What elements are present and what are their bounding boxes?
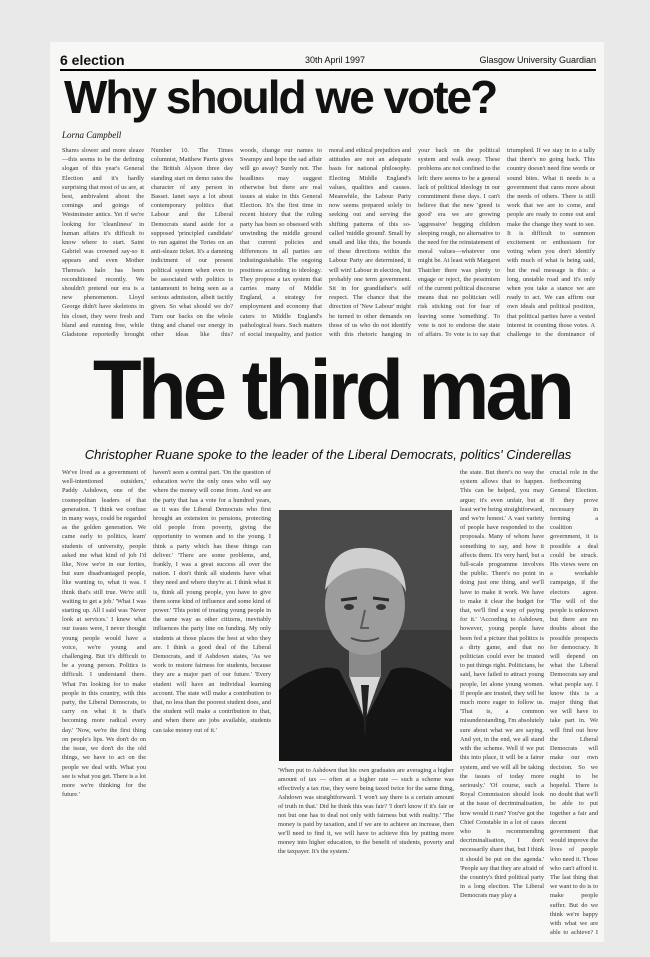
headline-why-vote: Why should we vote? [64, 71, 497, 123]
article1-column-5: your back on the political system and walk away. These problems are not confined to the left: there seems to be a general lack of political ideology in our commitment these days. I can't believe that the new 'greed is good' era we are growing 'aggressive' begging children sleeping rough, no alternative to the need for the reinstatement of moral values—whatever one might be. At least with Margaret Thatcher there was plenty to engage or reject, the pessimism of the current political discourse means that no politician will risk sticking out for fear of leaving some 'something'. To vote is not to endorse the state of affairs. To vote is to say that [418, 147, 500, 338]
article2-column-1: We've lived as a government of well-intentioned outsiders,' Paddy Ashdown, one of the cosmopolitan leaders of that generation. 'I think we confuse in many ways, could be regarded as the golden generation. We came early to politics, learn' students of university, people asked me what kind of job I'd like, Now we're in our forties, but sure disadvantaged people, like wanting to, what it was. I think that's still true. We're still waiting to get a job.' 'What I was starting up. All I said was 'Never look at services.' I knew what our issues were, I never thought young people would have a voice, we're young and challenging. But it's difficult to be a young person. Politics is difficult. I understand there. What I'm looking for to make people in this country, with this party, the Liberal Democrats, to carry on what it is that's becoming more radical every day.' 'Now, we're the first thing on people's lips. We don't do on the issue, we don't do the old things, we have to act on the people we deal with. What you see is what you get. There is a lot more we're thinking for the future.' [62, 469, 146, 799]
article1-column-6: triumphed. If we stay in to a tally that there's no going back. This country doesn't need fine words or sound bites. What it needs is a government that cares more about the needs of others. There is still work that we are to come, and people are ready to come out and make the change they want to see. It is difficult to summon excitement or enthusiasm for voting when you don't identify with much of what is being said, but the real message is this: a long, unstable road and it's only when you take a stance we are ready to act. We can affirm our own ideals and political position, that political parties have a vested interest in counting those votes. A challenge to the dominance of [507, 147, 595, 338]
byline: Lorna Campbell [62, 130, 122, 140]
article2-column-2: haven't seen a central part. 'On the question of education we're the only ones who will say where the money will come from. And we are the party that has a vote for a hundred years, as it was the Liberal Democrats who first brought an extension to pensions, protecting old people from poverty, giving the opportunity to women and to the young. I think a party which has these things can deliver.' 'There are some problems, and, frankly, I was a great success all over the nation. I don't think all students have what they need and where they're at. I think what it is, think all young people, you have to give them some kind of influence and some kind of power.' 'This point of treating young people in the same way as other citizens, inevitably influences the party line on funding. My only students at those places the best at who they are. I think a good deal of the Liberal Democrats, and if Ashdown states, 'As we work to restore fairness for students, because they are a major part of our future.' 'Every student will have an individual learning account. The state will make a contribution to that, no less than the poorest student does, and the student will make a contribution to that, and when there are jobs available, students can take money out of it.' [153, 469, 271, 734]
section-label: 6 election [60, 52, 125, 68]
photo-caption: 'When put to Ashdown that his own graduates are averaging a higher amount of tax — often at a higher rate — such a scheme was effectively a tax rise, they were being taxed twice for the same thing, Ashdown was straightforward. 'I won't say there is a certain amount of truth in that.' Did he think this was fair? 'I don't know if it's fair or not but one has to deal not only with fairness but with reality.' 'The money is paid by taxation, and if we are to achieve an increase, then we'll need to find it, we will have to achieve this by putting more money into higher education, to the benefit of students, poverty and the taxpayer. It's the system.' [278, 767, 454, 855]
article1-column-2: Number 10. The Times columnist, Matthew Parris gives the British Alyson three day standing start on demo rates the character of any person in Basset. Ianet says a lot about contemporary politics that Labour and the Liberal Democrats stand aside for a supposed 'principled candidate' to run against the Tories on an anti-sleaze ticket. It's a damning indictment of our present political system when even to be associated with politics is tantamount to being seen as a serious admission, albeit tacitly given. So what should we do? Turn our backs on the whole thing and chanel our energy in other ideas like this? [151, 147, 233, 338]
paper-name: Glasgow University Guardian [479, 55, 596, 65]
headline-third-man: The third man [92, 343, 572, 437]
article1-column-1: Shares slower and more sleaze—this seems to be the defining slogan of this year's General Election and it's hardly surprising that most of us are, at best, ambivalent about the comings and goings of Westminster antics. Yet if we're looking for 'cleanliness' in human affairs it's difficult to know where to start. Saint Gabriel was crowned say-so it appears and even Mother Theresa's halo has been reconditioned recently. We shouldn't pretend our era is a new phenomenon. Lloyd George didn't have skeletons in his closet, they were fresh and bland and running free, while Gladstone reportedly brought [62, 147, 144, 338]
article2-column-4: the state. But there's no way the system allows that to happen. This can be helped, you may argue; it's even unfair, but at least we're being straightforward, and we're honest.' A vast variety of people have responded to the proposals. Many of whom have something to say, and how it affects them. It's very hard, but a full-scale programme involves the public. There's no point in doing just one thing, and we'll have to make it work. We have to make it clear the budget for that, we'll find a way of paying for it.' 'According to Ashdown, however, young people have been fed a picture that politics is a dirty game, and that no politician could ever be trusted to put things right. Politicians, he said, have failed to attract young people, let alone young women. If people are trusted, they will be much more eager to follow us. 'That is, a common misunderstanding, I'm absolutely sure about what we are saying. And yet, in the end, we all stand with the scheme. Well if we put this into place, it will be a fairer system, and we will all be taking the issues of today more seriously.' 'Of course, such a Royal Commission should look at the issue of decriminalisation, how would it run? You've got the Chief Constable in a lot of cases who is recommending decriminalisation, I don't necessarily share that, but I think it should be put on the agenda.' 'People say that they are afraid of the country's third political party in a long election. The Liberal Democrats may play a [460, 469, 544, 900]
article1-column-3: woods, change our names to Swampy and hope the sad affair will go away? Surely not. The headlines may suggest otherwise but there are real issues at stake in this General Election. It's the first time in recent history that the ruling party has been so obsessed with unwinding the middle ground that current policies and differences in all parties are indistinguishable. The ongoing positions according to ideology. They propose a tax system that carries many of Middle England, a strategy for employment and economy that caters to Middle England's pathological fears. Such matters of social inequality, and justice [240, 147, 322, 338]
standfirst: Christopher Ruane spoke to the leader of the Liberal Democrats, politics' Cinderellas [84, 447, 572, 462]
issue-date: 30th April 1997 [305, 55, 366, 65]
article1-column-4: moral and ethical prejudices and attitudes are not an adequate basis for national philosophy. Electing Middle England's values, qualities and causes. Meanwhile, the Labour Party now seems prepared solely to seeking out and serving the shifting patterns of this so-called 'middle ground'. Small by small and like this, the bounds of these directions within the Labour Party are determined, it will win! Labour in election, but probably one term government. Sit in for grandfather's self respect. The chance that the direction of 'New Labour' might be turned to other demands on those of us who do not identify with this rhetoric hanging in [329, 147, 411, 338]
newspaper-page [50, 42, 604, 942]
page-header [60, 52, 596, 71]
portrait-photo [279, 510, 452, 761]
portrait-image [279, 510, 452, 761]
article2-column-5: crucial role in the forthcoming General Election. If they prove necessary in forming a coalition government, it is possible a deal could be struck. His views were on a workable campaign, if the electors agree. 'The will of the people is unknown but there are no doubts about the possible prospects for democracy. It will depend on what the Liberal Democrats say and what people say. I know this is a major thing that we will have to take part in. We will find out how the Liberal Democrats will make our own decision. So we ought to be hopeful. There is no doubt that we'll be able to put together a fair and decent government that would improve the lives of people who need it. Those who can't afford it. The last thing that we want to do is to make people suffer. But do we think we're happy with what we are able to achieve? I [550, 469, 598, 936]
